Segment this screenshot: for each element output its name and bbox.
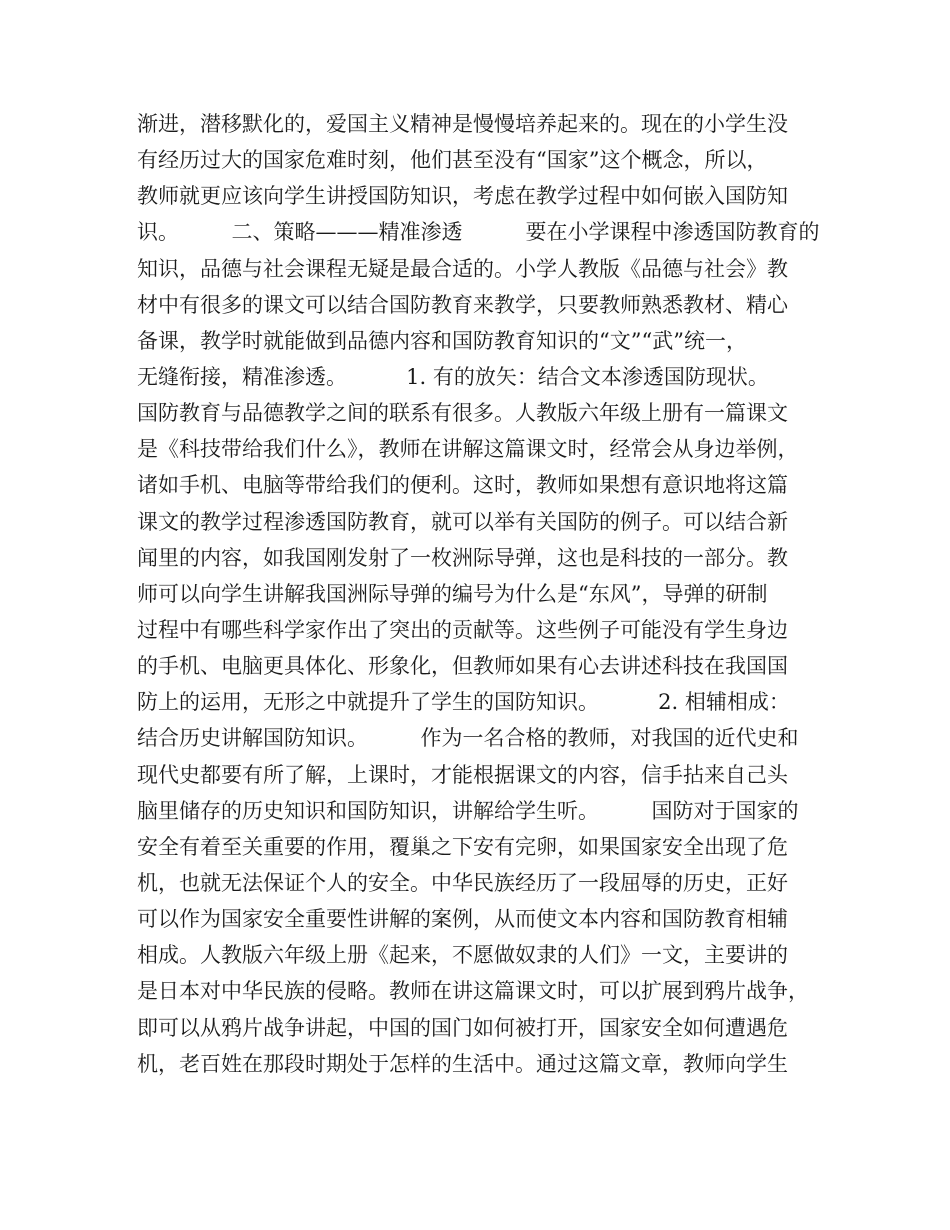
text-line: 的手机、电脑更具体化、形象化，但教师如果有心去讲述科技在我国国 [137,654,788,679]
text-line: 诸如手机、电脑等带给我们的便利。这时，教师如果想有意识地将这篇 [137,473,788,498]
text-line: 教师就更应该向学生讲授国防知识，考虑在教学过程中如何嵌入国防知 [137,184,788,209]
text-line: 脑里储存的历史知识和国防知识，讲解给学生听。 国防对于国家的 [137,798,799,823]
text-line: 渐进，潜移默化的，爱国主义精神是慢慢培养起来的。现在的小学生没 [137,112,788,136]
body-text [137,106,837,1082]
text-line: 是《科技带给我们什么》，教师在讲解这篇课文时，经常会从身边举例， [137,437,799,462]
text-line: 是日本对中华民族的侵略。教师在讲这篇课文时，可以扩展到鸦片战争， [137,979,809,1004]
text-line: 过程中有哪些科学家作出了突出的贡献等。这些例子可能没有学生身边 [137,617,788,642]
text-line: 机，也就无法保证个人的安全。中华民族经历了一段屈辱的历史，正好 [137,870,788,895]
text-line: 识。 二、策略———精准渗透 要在小学课程中渗透国防教育的 [137,220,820,245]
text-line: 闻里的内容，如我国刚发射了一枚洲际导弹，这也是科技的一部分。教 [137,545,788,570]
text-line: 现代史都要有所了解，上课时，才能根据课文的内容，信手拈来自己头 [137,762,788,787]
text-line: 课文的教学过程渗透国防教育，就可以举有关国防的例子。可以结合新 [137,509,788,534]
text-line: 有经历过大的国家危难时刻，他们甚至没有“国家”这个概念，所以， [137,148,768,173]
text-line: 即可以从鸦片战争讲起，中国的国门如何被打开，国家安全如何遭遇危 [137,1015,788,1040]
text-line: 无缝衔接，精准渗透。 1. 有的放矢：结合文本渗透国防现状。 [137,364,769,389]
text-line: 国防教育与品德教学之间的联系有很多。人教版六年级上册有一篇课文 [137,401,788,426]
text-line: 可以作为国家安全重要性讲解的案例，从而使文本内容和国防教育相辅 [137,907,788,932]
text-line: 安全有着至关重要的作用，覆巢之下安有完卵，如果国家安全出现了危 [137,834,788,859]
text-line: 师可以向学生讲解我国洲际导弹的编号为什么是“东风”，导弹的研制 [137,581,768,606]
text-line: 材中有很多的课文可以结合国防教育来教学，只要教师熟悉教材、精心 [137,292,788,317]
text-line: 机，老百姓在那段时期处于怎样的生活中。通过这篇文章，教师向学生 [137,1051,788,1076]
text-line: 知识，品德与社会课程无疑是最合适的。小学人教版《品德与社会》教 [137,256,788,281]
text-line: 防上的运用，无形之中就提升了学生的国防知识。 2. 相辅相成： [137,690,790,715]
text-line: 相成。人教版六年级上册《起来，不愿做奴隶的人们》一文，主要讲的 [137,943,788,968]
text-line: 备课，教学时就能做到品德内容和国防教育知识的“文”“武”统一， [137,328,747,353]
text-line: 结合历史讲解国防知识。 作为一名合格的教师，对我国的近代史和 [137,726,799,751]
